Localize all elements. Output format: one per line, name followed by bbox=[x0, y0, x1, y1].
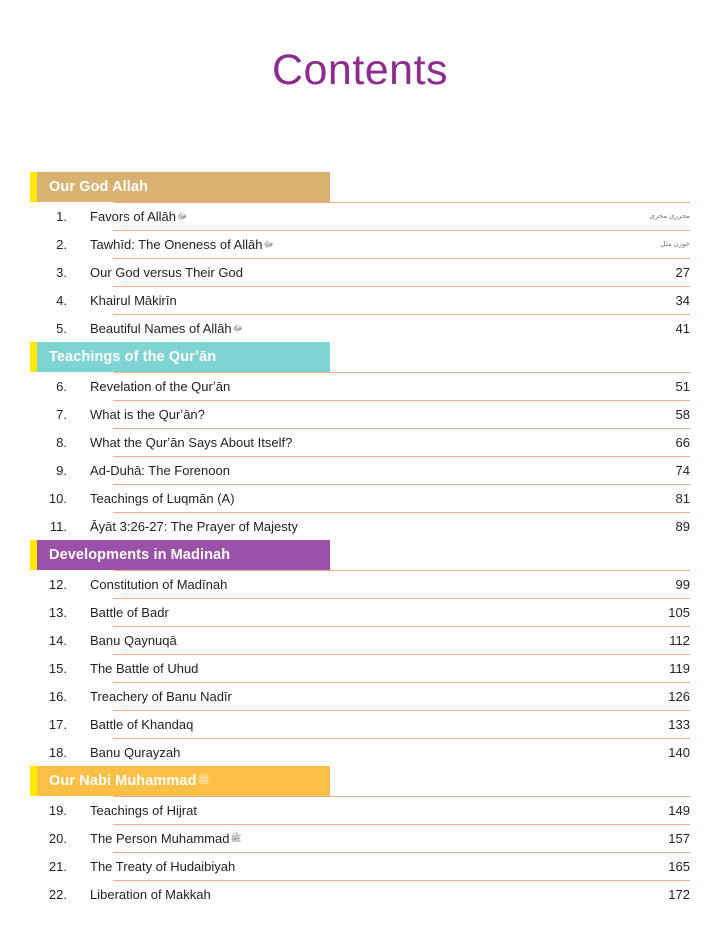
entry-page-number: 119 bbox=[669, 660, 690, 676]
entry-page-number: 34 bbox=[675, 292, 690, 308]
entry-title-wrap bbox=[90, 407, 610, 422]
section-header[interactable] bbox=[30, 766, 330, 796]
entry-page-number: 27 bbox=[675, 264, 690, 280]
entry-number: 3. bbox=[56, 264, 67, 280]
entry-title: Favors of Allāh bbox=[90, 208, 176, 224]
entry-number: 7. bbox=[56, 406, 67, 422]
entry-title: Battle of Badr bbox=[90, 604, 169, 620]
entry-title-wrap bbox=[90, 577, 610, 592]
entry-number: 8. bbox=[56, 434, 67, 450]
toc-entry[interactable] bbox=[30, 456, 690, 484]
toc-entry[interactable] bbox=[30, 654, 690, 682]
entry-page-number: 89 bbox=[675, 518, 690, 534]
entry-page-number: خوزن مثل bbox=[660, 241, 690, 248]
toc-entry[interactable] bbox=[30, 626, 690, 654]
entry-number: 16. bbox=[48, 688, 67, 704]
toc-entry[interactable] bbox=[30, 428, 690, 456]
entry-title-wrap bbox=[90, 605, 610, 620]
entry-number: 5. bbox=[56, 320, 67, 336]
toc-section bbox=[0, 342, 720, 540]
entry-number: 1. bbox=[56, 208, 67, 224]
toc-section bbox=[0, 172, 720, 342]
entry-page-number: 126 bbox=[668, 688, 690, 704]
entry-number: 22. bbox=[48, 886, 67, 902]
entry-title: Battle of Khandaq bbox=[90, 716, 194, 732]
toc-entry[interactable] bbox=[30, 484, 690, 512]
entry-page-number: 58 bbox=[675, 406, 690, 422]
entry-number: 21. bbox=[48, 858, 67, 874]
entry-number: 12. bbox=[48, 576, 67, 592]
entry-title-wrap bbox=[90, 717, 610, 732]
entry-page-number: 133 bbox=[668, 716, 690, 732]
toc-entry[interactable] bbox=[30, 852, 690, 880]
entry-number: 14. bbox=[48, 632, 67, 648]
entry-page-number: 74 bbox=[675, 462, 690, 478]
page-title: Contents bbox=[271, 45, 449, 94]
toc-entry[interactable] bbox=[30, 738, 690, 766]
entry-page-number: 172 bbox=[668, 886, 690, 902]
entry-number: 2. bbox=[56, 236, 67, 252]
entry-title-wrap bbox=[90, 237, 610, 252]
entry-page-number: 140 bbox=[668, 744, 690, 760]
section-accent-bar bbox=[30, 540, 37, 570]
section-header[interactable] bbox=[30, 342, 330, 372]
entry-title: What is the Qurʼān? bbox=[90, 406, 205, 422]
section-entries bbox=[0, 570, 720, 766]
entry-title-wrap bbox=[90, 633, 610, 648]
toc-entry[interactable] bbox=[30, 314, 690, 342]
entry-title: Teachings of Hijrat bbox=[90, 802, 197, 818]
section-label: Our God Allah bbox=[49, 179, 149, 195]
entry-number: 10. bbox=[48, 490, 67, 506]
entry-number: 11. bbox=[49, 518, 67, 534]
entry-page-number: محرری محری bbox=[649, 213, 690, 220]
entry-page-number: 157 bbox=[668, 830, 690, 846]
entry-title-wrap bbox=[90, 661, 610, 676]
entry-number: 13. bbox=[48, 604, 67, 620]
entry-title-wrap bbox=[90, 887, 610, 902]
section-entries bbox=[0, 796, 720, 908]
table-of-contents bbox=[0, 172, 720, 908]
toc-section bbox=[0, 766, 720, 908]
toc-entry[interactable] bbox=[30, 512, 690, 540]
entry-title-wrap bbox=[90, 265, 610, 280]
toc-entry[interactable] bbox=[30, 710, 690, 738]
section-accent-bar bbox=[30, 342, 37, 372]
section-label: Teachings of the Qurʼān bbox=[49, 349, 217, 365]
toc-entry[interactable] bbox=[30, 682, 690, 710]
entry-title-wrap bbox=[90, 803, 610, 818]
entry-title: Khairul Mākirīn bbox=[90, 292, 177, 308]
entry-page-number: 105 bbox=[668, 604, 690, 620]
entry-title: Teachings of Luqmān (A) bbox=[90, 490, 235, 506]
entry-title-wrap bbox=[90, 519, 610, 534]
entry-page-number: 149 bbox=[668, 802, 690, 818]
entry-title: Banu Qurayzah bbox=[90, 744, 181, 760]
entry-title-wrap bbox=[90, 463, 610, 478]
toc-entry[interactable] bbox=[30, 372, 690, 400]
entry-number: 6. bbox=[56, 378, 67, 394]
entry-page-number: 66 bbox=[675, 434, 690, 450]
entry-page-number: 112 bbox=[669, 632, 690, 648]
section-band bbox=[37, 540, 330, 570]
entry-title-wrap bbox=[90, 831, 610, 846]
section-entries bbox=[0, 372, 720, 540]
honorific-glyph: ﷻ bbox=[177, 210, 188, 221]
entry-page-number: 51 bbox=[675, 378, 690, 394]
entry-title: Revelation of the Qurʼān bbox=[90, 378, 231, 394]
honorific-glyph: ﷻ bbox=[232, 322, 243, 333]
entry-title: Banu Qaynuqā bbox=[90, 632, 177, 648]
entry-number: 15. bbox=[48, 660, 67, 676]
entry-page-number: 41 bbox=[675, 320, 690, 336]
entry-title-wrap bbox=[90, 435, 610, 450]
entry-title-wrap bbox=[90, 293, 610, 308]
toc-section bbox=[0, 540, 720, 766]
section-label: Developments in Madinah bbox=[49, 547, 231, 563]
entry-title: Treachery of Banu Nadīr bbox=[90, 688, 232, 704]
entry-title: Constitution of Madīnah bbox=[90, 576, 228, 592]
entry-page-number: 99 bbox=[675, 576, 690, 592]
section-entries bbox=[0, 202, 720, 342]
section-accent-bar bbox=[30, 172, 37, 202]
entry-title: Beautiful Names of Allāh bbox=[90, 320, 232, 336]
section-accent-bar bbox=[30, 766, 37, 796]
entry-number: 18. bbox=[48, 744, 67, 760]
entry-number: 9. bbox=[56, 462, 67, 478]
entry-number: 17. bbox=[48, 716, 67, 732]
entry-title-wrap bbox=[90, 491, 610, 506]
entry-title-wrap bbox=[90, 859, 610, 874]
section-label: Our Nabi Muhammad bbox=[49, 773, 197, 789]
entry-number: 4. bbox=[56, 292, 67, 308]
toc-entry[interactable] bbox=[30, 230, 690, 258]
section-header[interactable] bbox=[30, 540, 330, 570]
toc-entry[interactable] bbox=[30, 824, 690, 852]
entry-title-wrap bbox=[90, 745, 610, 760]
honorific-glyph: ﷺ bbox=[230, 832, 242, 843]
honorific-glyph: ﷺ bbox=[197, 775, 210, 786]
entry-title: What the Qurʼān Says About Itself? bbox=[90, 434, 293, 450]
toc-entry[interactable] bbox=[30, 570, 690, 598]
entry-title-wrap bbox=[90, 689, 610, 704]
entry-title: Tawhīd: The Oneness of Allāh bbox=[90, 236, 263, 252]
entry-page-number: 81 bbox=[675, 490, 690, 506]
section-header[interactable] bbox=[30, 172, 330, 202]
toc-entry[interactable] bbox=[30, 598, 690, 626]
entry-title-wrap bbox=[90, 321, 610, 336]
entry-title: The Battle of Uhud bbox=[90, 660, 199, 676]
section-band bbox=[37, 172, 330, 202]
entry-title-wrap bbox=[90, 379, 610, 394]
entry-title: Our God versus Their God bbox=[90, 264, 243, 280]
toc-entry[interactable] bbox=[30, 258, 690, 286]
entry-number: 19. bbox=[48, 802, 67, 818]
section-band bbox=[37, 766, 330, 796]
toc-entry[interactable] bbox=[30, 796, 690, 824]
entry-title: Liberation of Makkah bbox=[90, 886, 211, 902]
section-band bbox=[37, 342, 330, 372]
entry-title: The Treaty of Hudaibiyah bbox=[90, 858, 236, 874]
entry-title: Āyāt 3:26-27: The Prayer of Majesty bbox=[90, 518, 298, 534]
entry-page-number: 165 bbox=[668, 858, 690, 874]
toc-entry[interactable] bbox=[30, 400, 690, 428]
entry-title: Ad-Duhā: The Forenoon bbox=[90, 462, 230, 478]
toc-entry[interactable] bbox=[30, 880, 690, 908]
entry-title-wrap bbox=[90, 209, 610, 224]
honorific-glyph: ﷻ bbox=[263, 238, 274, 249]
entry-title: The Person Muhammad bbox=[90, 830, 230, 846]
entry-number: 20. bbox=[48, 830, 67, 846]
toc-entry[interactable] bbox=[30, 202, 690, 230]
toc-entry[interactable] bbox=[30, 286, 690, 314]
